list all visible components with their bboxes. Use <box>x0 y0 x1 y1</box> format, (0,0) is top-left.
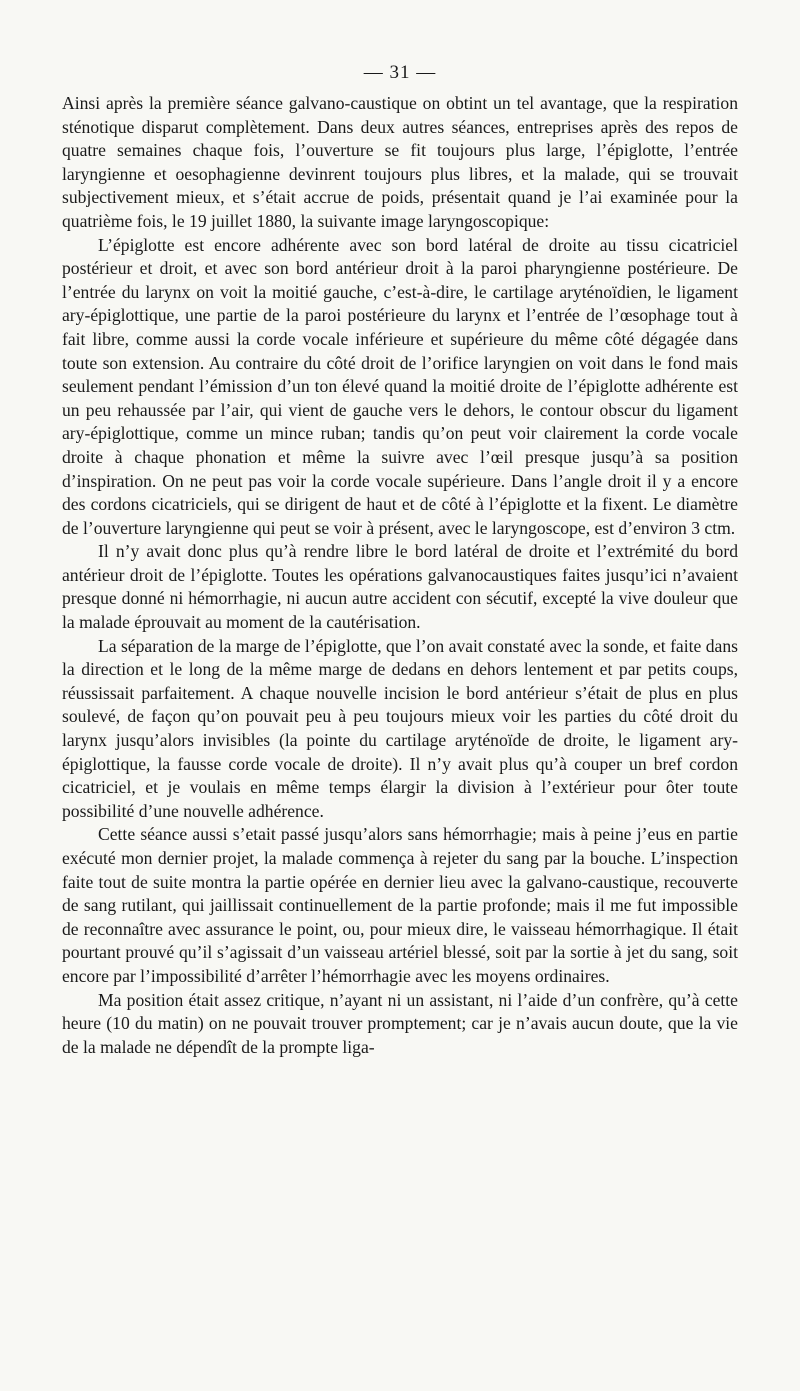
paragraph: La séparation de la marge de l’épiglotte, que l’on avait constaté avec la sonde, et faite dans la direction et le long de la même marge de dedans en dehors lentement et par petits coups, réussissait parfaitement. A chaque nouvelle incision le bord antérieur s’était de plus en plus soulevé, de façon qu’on pouvait peu à peu toujours mieux voir les parties du côté droit du larynx jusqu’alors invisibles (la pointe du cartilage aryténoïde de droite, le ligament ary-épiglottique, la fausse corde vocale de droite). Il n’y avait plus qu’à couper un bref cordon cicatriciel, et je voulais en même temps élargir la division à l’extérieur pour ôter toute possibilité d’une nouvelle adhérence. <box>62 635 738 821</box>
paragraph: Cette séance aussi s’etait passé jusqu’alors sans hémorrhagie; mais à peine j’eus en partie exécuté mon dernier projet, la malade commença à rejeter du sang par la bouche. L’inspection faite tout de suite montra la partie opérée en dernier lieu avec la galvano-caustique, recouverte de sang rutilant, qui jaillissait continuellement de la partie profonde; mais il me fut impossible de reconnaître avec assurance le point, ou, pour mieux dire, le vaisseau hémorrhagique. Il était pourtant prouvé qu’il s’agissait d’un vaisseau artériel blessé, soit par la sortie à jet du sang, soit encore par l’impossibilité d’arrêter l’hémorrhagie avec les moyens ordinaires. <box>62 824 738 986</box>
body-text <box>62 92 738 1059</box>
paragraph: L’épiglotte est encore adhérente avec son bord latéral de droite au tissu cicatriciel postérieur et droit, et avec son bord antérieur droit à la paroi pharyngienne postérieure. De l’entrée du larynx on voit la moitié gauche, c’est-à-dire, le cartilage aryténoïdien, le ligament ary-épiglottique, une partie de la paroi postérieure du larynx et l’entrée de l’œsophage tout à fait libre, comme aussi la corde vocale inférieure et supérieure du même côté dégagée dans toute son extension. Au contraire du côté droit de l’orifice laryngien on voit dans le fond mais seulement pendant l’émission d’un ton élevé quand la moitié droite de l’épiglotte adhérente est un peu rehaussée par l’air, qui vient de gauche vers le dehors, le contour obscur du ligament ary-épiglottique, comme un mince ruban; tandis qu’on peut voir clairement la corde vocale droite à chaque phonation et même la suivre avec l’œil presque jusqu’à sa position d’inspiration. On ne peut pas voir la corde vocale supérieure. Dans l’angle droit il y a encore des cordons cicatriciels, qui se dirigent de haut et de côté à l’épiglotte et la fixent. Le diamètre de l’ouverture laryngienne qui peut se voir à présent, avec le laryngoscope, est d’environ 3 ctm. <box>62 234 738 538</box>
paragraph: Ainsi après la première séance galvano-caustique on obtint un tel avantage, que la respiration sténotique disparut complètement. Dans deux autres séances, entreprises après des repos de quatre semaines chaque fois, l’ouverture se fit toujours plus large, l’épiglotte, l’entrée laryngienne et oesophagienne devinrent toujours plus libres, et la malade, qui se trouvait subjectivement mieux, et s’était accrue de poids, présentait quand je l’ai examinée pour la quatrième fois, le 19 juillet 1880, la suivante image laryngoscopique: <box>62 93 738 231</box>
page-number: — 31 — <box>363 62 437 83</box>
paragraph: Ma position était assez critique, n’ayant ni un assistant, ni l’aide d’un confrère, qu’à cette heure (10 du matin) on ne pouvait trouver promptement; car je n’avais aucun doute, que la vie de la malade ne dépendît de la prompte liga- <box>62 989 738 1057</box>
paragraph: Il n’y avait donc plus qu’à rendre libre le bord latéral de droite et l’extrémité du bord antérieur droit de l’épiglotte. Toutes les opérations galvanocaustiques faites jusqu’ici n’avaient presque donné ni hémorrhagie, ni aucun autre accident con sécutif, excepté la vive douleur que la malade éprouvait au moment de la cautérisation. <box>62 541 738 633</box>
